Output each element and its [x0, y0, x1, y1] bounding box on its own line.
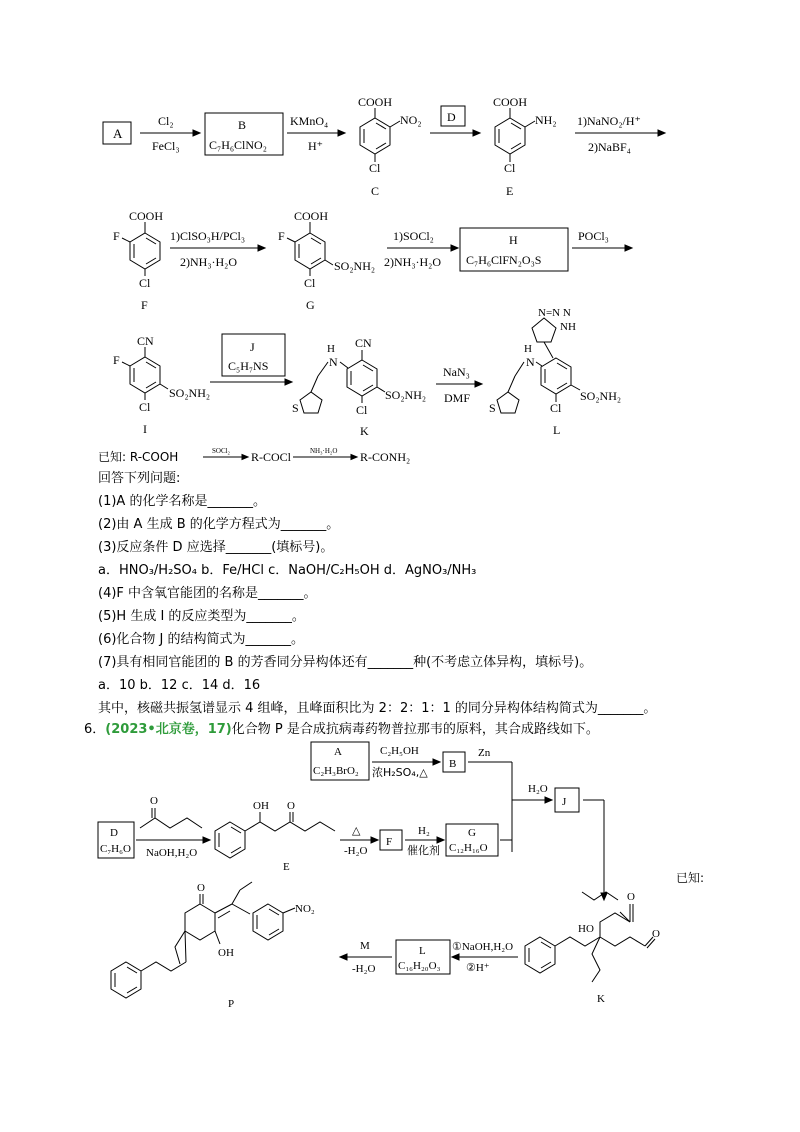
formula-j: C₅H₇NS — [228, 359, 269, 373]
f-cl: Cl — [139, 276, 151, 290]
p-no2: NO₂ — [295, 903, 315, 915]
label-j: J — [250, 340, 255, 354]
i-f: F — [113, 353, 120, 367]
l-s: S — [489, 401, 496, 415]
g-cl: Cl — [304, 276, 316, 290]
problem-6-number: 6． — [84, 722, 106, 737]
ring-p-lactone — [185, 904, 215, 940]
known-prefix: 已知: R-COOH — [98, 450, 179, 464]
butanone-o: O — [150, 795, 158, 807]
k-h: H — [327, 343, 335, 355]
label-e: E — [506, 184, 514, 198]
label-a2: A — [334, 746, 342, 758]
label-b2: B — [449, 758, 457, 770]
i-so2nh2: SO₂NH₂ — [169, 386, 211, 400]
l-nh: NH — [560, 321, 576, 333]
known-reagent-socl2: SOCl₂ — [212, 447, 231, 455]
reagent-m: M — [360, 940, 370, 952]
thiophene-k — [300, 392, 322, 413]
formula-g2: C₁₂H₁₆O — [449, 842, 488, 854]
thiophene-l — [497, 392, 519, 413]
e-cl: Cl — [504, 161, 516, 175]
formula-h: C₇H₆ClFN₂O₃S — [466, 253, 542, 267]
question-5: (5)H 生成 I 的反应类型为_______。 — [98, 609, 305, 624]
k-s: S — [292, 401, 299, 415]
i-cl: Cl — [139, 400, 151, 414]
reagent-nabf4: 2)NaBF₄ — [588, 140, 631, 154]
questions-intro: 回答下列问题: — [98, 471, 181, 486]
k-so2nh2: SO₂NH₂ — [385, 388, 427, 402]
reagent-pocl3: POCl₃ — [578, 229, 609, 243]
question-3: (3)反应条件 D 应选择_______(填标号)。 — [98, 540, 334, 555]
reagent-h: H⁺ — [308, 139, 323, 153]
label-f: F — [141, 298, 148, 312]
known-rconh2: R-CONH₂ — [360, 450, 411, 464]
label-d: D — [447, 110, 456, 124]
e-nh2: NH₂ — [535, 113, 557, 127]
g-f: F — [278, 229, 285, 243]
question-1: (1)A 的化学名称是_______。 — [98, 494, 266, 509]
reagent-naoh: NaOH,H₂O — [146, 847, 198, 859]
k-cl: Cl — [356, 403, 368, 417]
known-label-2: 已知: — [676, 871, 705, 885]
reagent-catalyst: 催化剂 — [407, 844, 440, 857]
tetrazole-l — [532, 318, 556, 342]
reagent-c2h5oh: C₂H₅OH — [380, 745, 419, 757]
e2-oh: OH — [253, 800, 269, 812]
label-g2: G — [468, 827, 476, 839]
problem-6-text: 化合物 P 是合成抗病毒药物普拉那韦的原料，其合成路线如下。 — [231, 722, 599, 737]
reagent-naoh-k: ①NaOH,H₂O — [452, 941, 514, 953]
k-n: N — [329, 355, 338, 369]
formula-b: C₇H₆ClNO₂ — [209, 138, 267, 152]
question-7: (7)具有相同官能团的 B 的芳香同分异构体还有_______种(不考虑立体异构，填标号)。 — [98, 655, 593, 670]
formula-d2: C₇H₆O — [100, 843, 131, 855]
reaction-scheme-2 — [0, 732, 800, 1132]
reagent-kmno4: KMnO₄ — [290, 114, 329, 128]
reagent-h-k: ②H⁺ — [466, 962, 490, 974]
p-o: O — [197, 882, 205, 894]
question-4: (4)F 中含氧官能团的名称是_______。 — [98, 586, 317, 601]
reagent-heat: △ — [352, 825, 361, 837]
question-7-options: a．10 b．12 c．14 d．16 — [98, 678, 261, 693]
l-so2nh2: SO₂NH₂ — [580, 389, 622, 403]
reagent-nan3: NaN₃ — [443, 365, 470, 379]
c-cl: Cl — [369, 161, 381, 175]
l-tetrazole: N=N N — [538, 307, 571, 319]
reagent-h2: H₂ — [418, 825, 430, 837]
reagent-socl2: 1)SOCl₂ — [393, 229, 434, 243]
label-b: B — [238, 118, 247, 132]
p-oh: OH — [218, 947, 234, 959]
l-n: N — [526, 355, 535, 369]
reagent-cl2: Cl₂ — [158, 114, 174, 128]
known-rcocl: R-COCl — [251, 450, 292, 464]
reagent-dmf: DMF — [444, 391, 471, 405]
reagent-clso3h: 1)ClSO₃H/PCl₃ — [170, 229, 246, 243]
reagent-water: H₂O — [528, 783, 548, 795]
formula-a2: C₂H₃BrO₂ — [313, 765, 359, 777]
k2-o2: O — [652, 928, 660, 940]
reagent-h2so4: 浓H₂SO₄,△ — [372, 766, 428, 779]
k2-ho: HO — [578, 923, 594, 935]
f-cooh: COOH — [129, 209, 164, 223]
f-f: F — [113, 229, 120, 243]
g-so2nh2: SO₂NH₂ — [334, 259, 376, 273]
k2-o1: O — [627, 891, 635, 903]
reagent-nh3-2: 2)NH₃·H₂O — [384, 255, 442, 269]
label-j2: J — [562, 796, 567, 808]
reagent-nh3-1: 2)NH₃·H₂O — [180, 255, 238, 269]
reagent-nano2: 1)NaNO₂/H⁺ — [577, 114, 641, 128]
formula-l2: C₁₆H₂₀O₃ — [398, 960, 441, 972]
label-i: I — [143, 422, 147, 436]
c-cooh: COOH — [358, 95, 393, 109]
label-k2: K — [597, 993, 605, 1005]
l-h: H — [524, 343, 532, 355]
l-cl: Cl — [550, 401, 562, 415]
label-d2: D — [110, 827, 118, 839]
label-g: G — [306, 298, 315, 312]
reagent-h2o-l: -H₂O — [352, 963, 376, 975]
compound-j2-box — [555, 788, 579, 812]
label-h: H — [509, 233, 518, 247]
reagent-h2o-loss: -H₂O — [344, 845, 368, 857]
label-c: C — [371, 184, 380, 198]
label-e2: E — [283, 861, 290, 873]
question-3-options: a．HNO₃/H₂SO₄ b．Fe/HCl c．NaOH/C₂H₅OH d．AgNO₃/NH₃ — [98, 563, 477, 578]
label-k: K — [360, 424, 369, 438]
e-cooh: COOH — [493, 95, 528, 109]
label-p: P — [228, 998, 235, 1010]
i-cn: CN — [137, 334, 154, 348]
k-cn: CN — [355, 336, 372, 350]
question-2: (2)由 A 生成 B 的化学方程式为_______。 — [98, 517, 340, 532]
label-l2: L — [419, 945, 426, 957]
question-6: (6)化合物 J 的结构简式为_______。 — [98, 632, 305, 647]
g-cooh: COOH — [294, 209, 329, 223]
c-no2: NO₂ — [400, 113, 422, 127]
reagent-fecl3: FeCl₃ — [152, 139, 180, 153]
known-reagent-nh3: NH₃·H₂O — [310, 447, 338, 455]
reagent-zn: Zn — [478, 747, 491, 759]
label-f2: F — [386, 836, 393, 848]
question-7-extra: 其中，核磁共振氢谱显示 4 组峰，且峰面积比为 2：2：1：1 的同分异构体结构简式为_______。 — [98, 701, 657, 716]
label-l: L — [553, 423, 561, 437]
e2-o: O — [287, 800, 295, 812]
label-a: A — [113, 126, 123, 141]
problem-6-source: (2023•北京卷，17) — [105, 722, 232, 737]
